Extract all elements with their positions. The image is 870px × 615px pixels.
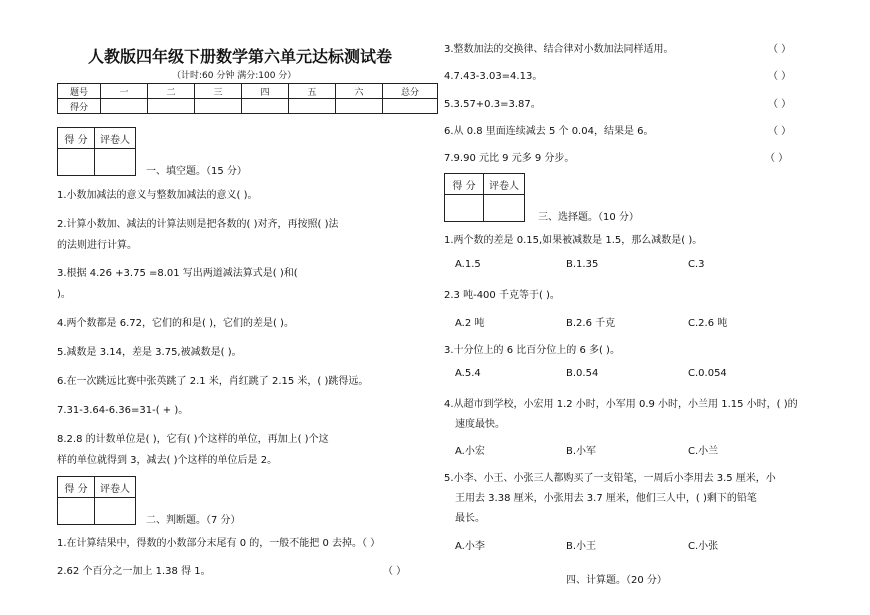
choice-option: A.2 吨	[455, 318, 485, 329]
grader-score-cell	[58, 498, 95, 525]
choice-question-cont: 最长。	[455, 513, 485, 524]
score-cell: 五	[289, 84, 336, 99]
score-cell: 六	[336, 84, 383, 99]
choice-option: C.3	[688, 259, 705, 270]
choice-option: C.0.054	[688, 368, 727, 379]
fill-question: 4.两个数都是 6.72，它们的和是( )，它们的差是( )。	[57, 318, 294, 329]
choice-option: A.5.4	[455, 368, 481, 379]
fill-question: 2.计算小数加、减法的计算法则是把各数的( )对齐，再按照( )法	[57, 219, 339, 230]
fill-question: 8.2.8 的计数单位是( )，它有( )个这样的单位，再加上( )个这	[57, 434, 329, 445]
choice-question-cont: 王用去 3.38 厘米，小张用去 3.7 厘米，他们三人中，( )剩下的铅笔	[455, 493, 757, 504]
fill-question: 1.小数加减法的意义与整数加减法的意义( )。	[57, 190, 258, 201]
section4-heading: 四、计算题。（20 分）	[566, 575, 667, 586]
score-cell	[336, 99, 383, 114]
answer-paren: （ ）	[765, 153, 789, 164]
score-cell: 题号	[58, 84, 101, 99]
grader-label: 评卷人	[95, 128, 136, 149]
grader-score-label: 得 分	[58, 128, 95, 149]
score-cell: 四	[242, 84, 289, 99]
grader-score-cell	[58, 149, 95, 176]
score-cell: 总分	[383, 84, 438, 99]
grader-name-cell	[95, 149, 136, 176]
choice-option: B.0.54	[566, 368, 599, 379]
judge-question: 7.9.90 元比 9 元多 9 分步。	[444, 153, 575, 164]
fill-question: )。	[57, 289, 71, 300]
judge-question: 4.7.43-3.03=4.13。	[444, 71, 543, 82]
choice-option: C.小兰	[688, 446, 719, 457]
score-cell	[148, 99, 195, 114]
choice-question: 3.十分位上的 6 比百分位上的 6 多( )。	[444, 345, 620, 356]
fill-question: 的法则进行计算。	[57, 240, 137, 251]
choice-option: B.小王	[566, 541, 597, 552]
score-table-header-row	[58, 84, 438, 99]
score-cell	[289, 99, 336, 114]
score-cell: 一	[101, 84, 148, 99]
score-cell	[383, 99, 438, 114]
score-cell	[101, 99, 148, 114]
grader-box	[444, 173, 525, 222]
score-cell: 得分	[58, 99, 101, 114]
section2-heading: 二、判断题。（7 分）	[146, 515, 241, 526]
score-cell	[195, 99, 242, 114]
choice-option: B.2.6 千克	[566, 318, 616, 329]
grader-box	[57, 476, 136, 525]
choice-question: 4.从超市到学校，小宏用 1.2 小时，小军用 0.9 小时，小兰用 1.15 小时，( )的	[444, 399, 798, 410]
judge-question: 2.62 个百分之一加上 1.38 得 1。	[57, 566, 211, 577]
choice-option: B.小军	[566, 446, 597, 457]
score-cell	[242, 99, 289, 114]
choice-option: A.小宏	[455, 446, 485, 457]
fill-question: 5.减数是 3.14，差是 3.75,被减数是( )。	[57, 347, 242, 358]
grader-name-cell	[484, 195, 525, 222]
answer-paren: （ ）	[768, 126, 792, 137]
grader-score-label: 得 分	[58, 477, 95, 498]
fill-question: 7.31-3.64-6.36=31-( + )。	[57, 405, 189, 416]
page-title: 人教版四年级下册数学第六单元达标测试卷	[88, 47, 393, 66]
choice-question-cont: 速度最快。	[455, 419, 505, 430]
page-subtitle: （计时:60 分钟 满分:100 分）	[172, 71, 297, 81]
choice-question: 1.两个数的差是 0.15,如果被减数是 1.5，那么减数是( )。	[444, 235, 703, 246]
judge-question: 1.在计算结果中，得数的小数部分末尾有 0 的，一般不能把 0 去掉。（ ）	[57, 538, 381, 549]
choice-option: C.2.6 吨	[688, 318, 728, 329]
grader-box	[57, 127, 136, 176]
grader-label: 评卷人	[484, 174, 525, 195]
choice-option: B.1.35	[566, 259, 599, 270]
score-cell: 二	[148, 84, 195, 99]
grader-label: 评卷人	[95, 477, 136, 498]
grader-score-label: 得 分	[445, 174, 484, 195]
answer-paren: （ ）	[768, 71, 792, 82]
judge-question: 3.整数加法的交换律、结合律对小数加法同样适用。	[444, 44, 674, 55]
judge-question: 6.从 0.8 里面连续减去 5 个 0.04，结果是 6。	[444, 126, 654, 137]
answer-paren: （ ）	[383, 566, 407, 577]
choice-option: A.小李	[455, 541, 485, 552]
score-cell: 三	[195, 84, 242, 99]
answer-paren: （ ）	[768, 44, 792, 55]
choice-question: 5.小李、小王、小张三人都购买了一支铅笔，一周后小李用去 3.5 厘米，小	[444, 473, 776, 484]
score-table-score-row	[58, 99, 438, 114]
answer-paren: （ ）	[768, 99, 792, 110]
fill-question: 3.根据 4.26 +3.75 =8.01 写出两道减法算式是( )和(	[57, 268, 298, 279]
judge-question: 5.3.57+0.3=3.87。	[444, 99, 541, 110]
grader-score-cell	[445, 195, 484, 222]
fill-question: 6.在一次跳远比赛中张英跳了 2.1 米，肖红跳了 2.15 米，( )跳得远。	[57, 376, 369, 387]
grader-name-cell	[95, 498, 136, 525]
score-table	[57, 83, 438, 114]
choice-option: A.1.5	[455, 259, 481, 270]
fill-question: 样的单位就得到 3，减去( )个这样的单位后是 2。	[57, 455, 278, 466]
choice-question: 2.3 吨-400 千克等于( )。	[444, 290, 560, 301]
choice-option: C.小张	[688, 541, 719, 552]
section3-heading: 三、选择题。（10 分）	[538, 212, 639, 223]
section1-heading: 一、填空题。（15 分）	[146, 166, 247, 177]
